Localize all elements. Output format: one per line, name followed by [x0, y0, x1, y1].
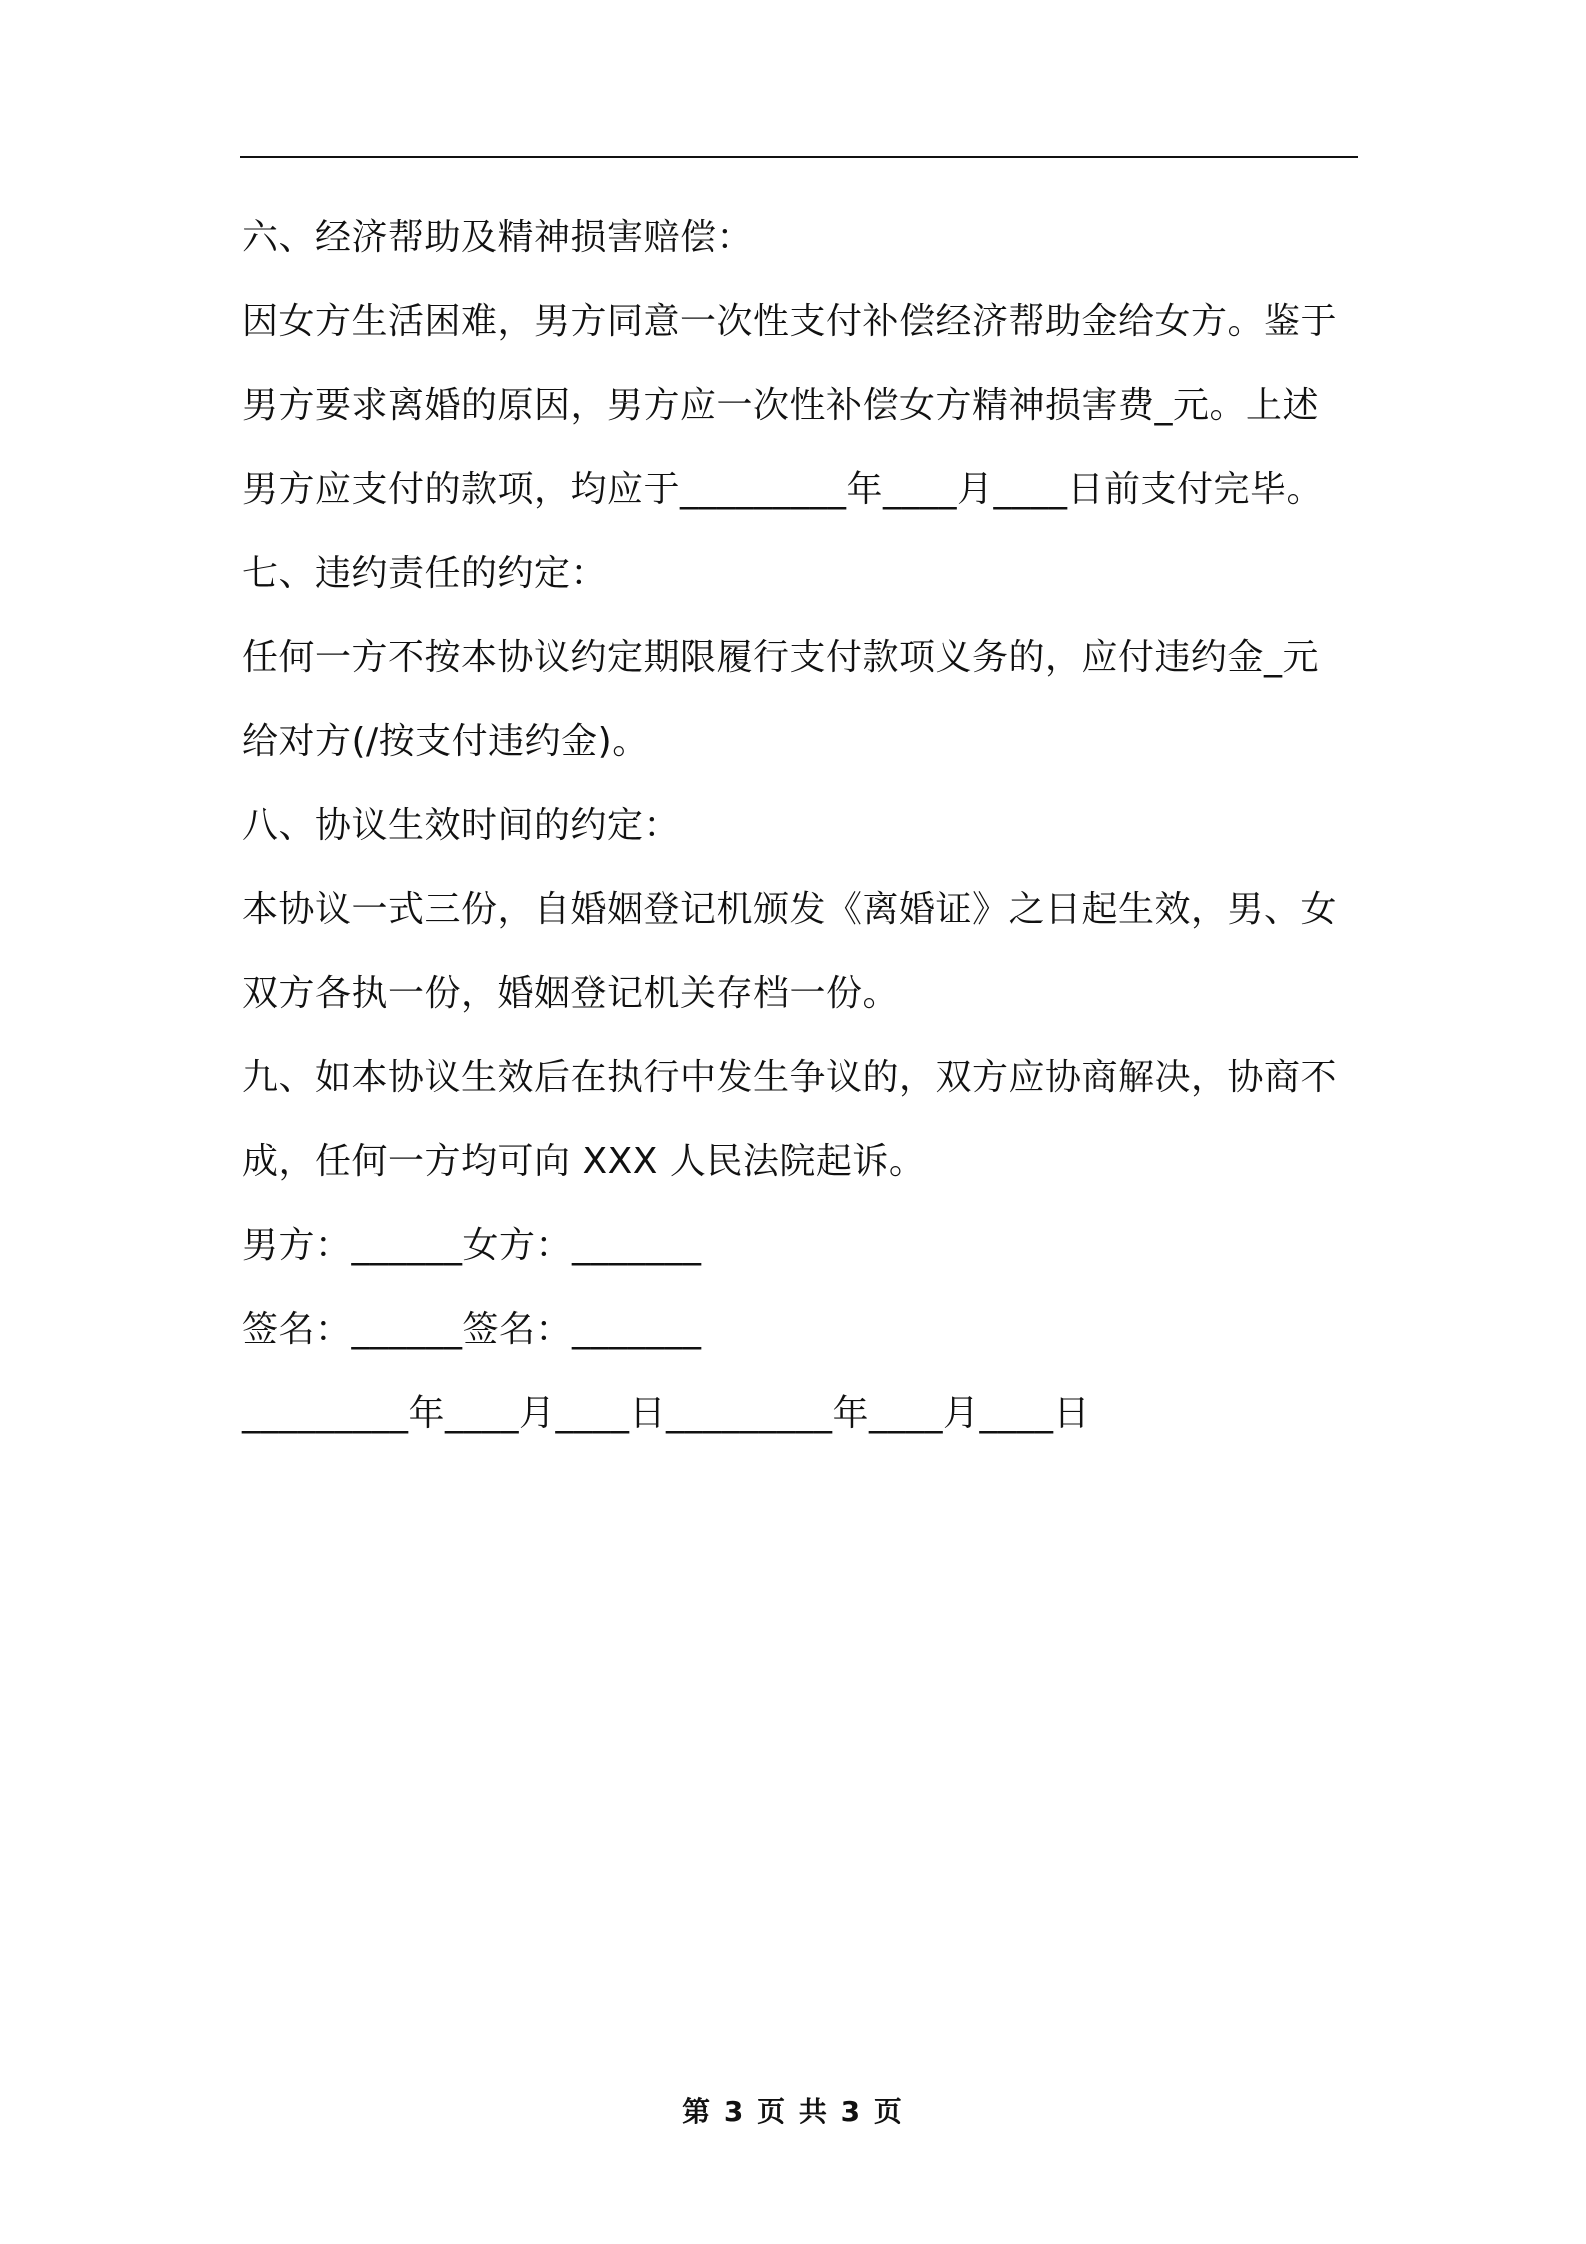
- page-number: 第 3 页 共 3 页: [682, 2095, 904, 2128]
- section-seven-text-line-1: 任何一方不按本协议约定期限履行支付款项义务的，应付违约金_元: [242, 637, 1320, 678]
- document-body: [242, 196, 1358, 1456]
- section-seven-heading: 七、违约责任的约定：: [242, 553, 608, 594]
- signing-date-line: _________年____月____日_________年____月____日: [242, 1393, 1090, 1434]
- section-six-text-line-3: 男方应支付的款项，均应于_________年____月____日前支付完毕。: [242, 469, 1324, 510]
- section-six-text-line-1: 因女方生活困难，男方同意一次性支付补偿经济帮助金给女方。鉴于: [242, 301, 1338, 342]
- section-eight-text-line-2: 双方各执一份，婚姻登记机关存档一份。: [242, 973, 900, 1014]
- section-nine-text-line-2: 成，任何一方均可向 XXX 人民法院起诉。: [242, 1141, 926, 1182]
- signature-line: 签名：______签名：_______: [242, 1309, 702, 1350]
- section-six-text-line-2: 男方要求离婚的原因，男方应一次性补偿女方精神损害费_元。上述: [242, 385, 1320, 426]
- section-six-heading: 六、经济帮助及精神损害赔偿：: [242, 217, 754, 258]
- header-rule: [240, 156, 1358, 158]
- section-nine-text-line-1: 九、如本协议生效后在执行中发生争议的，双方应协商解决，协商不: [242, 1057, 1338, 1098]
- section-eight-text-line-1: 本协议一式三份，自婚姻登记机颁发《离婚证》之日起生效，男、女: [242, 889, 1338, 930]
- party-names-line: 男方：______女方：_______: [242, 1225, 702, 1266]
- section-seven-text-line-2: 给对方(/按支付违约金)。: [242, 721, 649, 762]
- section-eight-heading: 八、协议生效时间的约定：: [242, 805, 681, 846]
